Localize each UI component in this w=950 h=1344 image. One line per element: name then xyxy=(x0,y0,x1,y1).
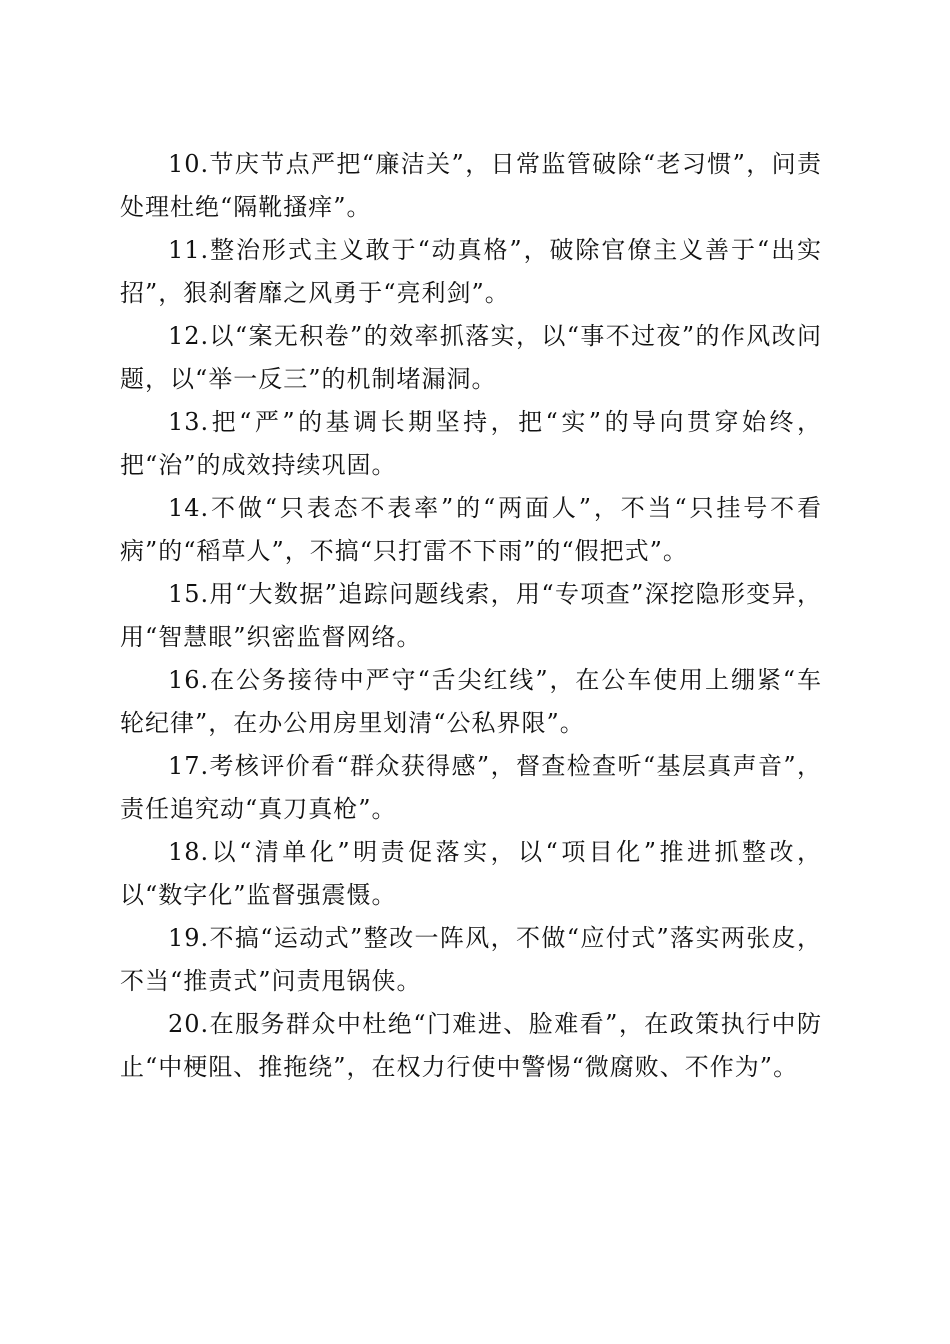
paragraph-12: 12.以“案无积卷”的效率抓落实，以“事不过夜”的作风改问题，以“举一反三”的机制堵漏洞。 xyxy=(120,322,822,393)
paragraph-16: 16.在公务接待中严守“舌尖红线”，在公车使用上绷紧“车轮纪律”，在办公用房里划清“公私界限”。 xyxy=(120,666,822,737)
paragraph-15: 15.用“大数据”追踪问题线索，用“专项查”深挖隐形变异，用“智慧眼”织密监督网络。 xyxy=(120,580,822,651)
paragraph-14: 14.不做“只表态不表率”的“两面人”，不当“只挂号不看病”的“稻草人”，不搞“只打雷不下雨”的“假把式”。 xyxy=(120,494,822,565)
paragraph-19: 19.不搞“运动式”整改一阵风，不做“应付式”落实两张皮，不当“推责式”问责甩锅侠。 xyxy=(120,924,822,995)
paragraph-18: 18.以“清单化”明责促落实，以“项目化”推进抓整改，以“数字化”监督强震慑。 xyxy=(120,838,822,909)
paragraph-17: 17.考核评价看“群众获得感”，督查检查听“基层真声音”，责任追究动“真刀真枪”。 xyxy=(120,752,822,823)
document-body xyxy=(120,143,822,1089)
paragraph-13: 13.把“严”的基调长期坚持，把“实”的导向贯穿始终，把“治”的成效持续巩固。 xyxy=(120,408,822,479)
paragraph-20: 20.在服务群众中杜绝“门难进、脸难看”，在政策执行中防止“中梗阻、推拖绕”，在权力行使中警惕“微腐败、不作为”。 xyxy=(120,1010,822,1081)
paragraph-11: 11.整治形式主义敢于“动真格”，破除官僚主义善于“出实招”，狠刹奢靡之风勇于“亮利剑”。 xyxy=(120,236,822,307)
paragraph-10: 10.节庆节点严把“廉洁关”，日常监管破除“老习惯”，问责处理杜绝“隔靴搔痒”。 xyxy=(120,150,822,221)
